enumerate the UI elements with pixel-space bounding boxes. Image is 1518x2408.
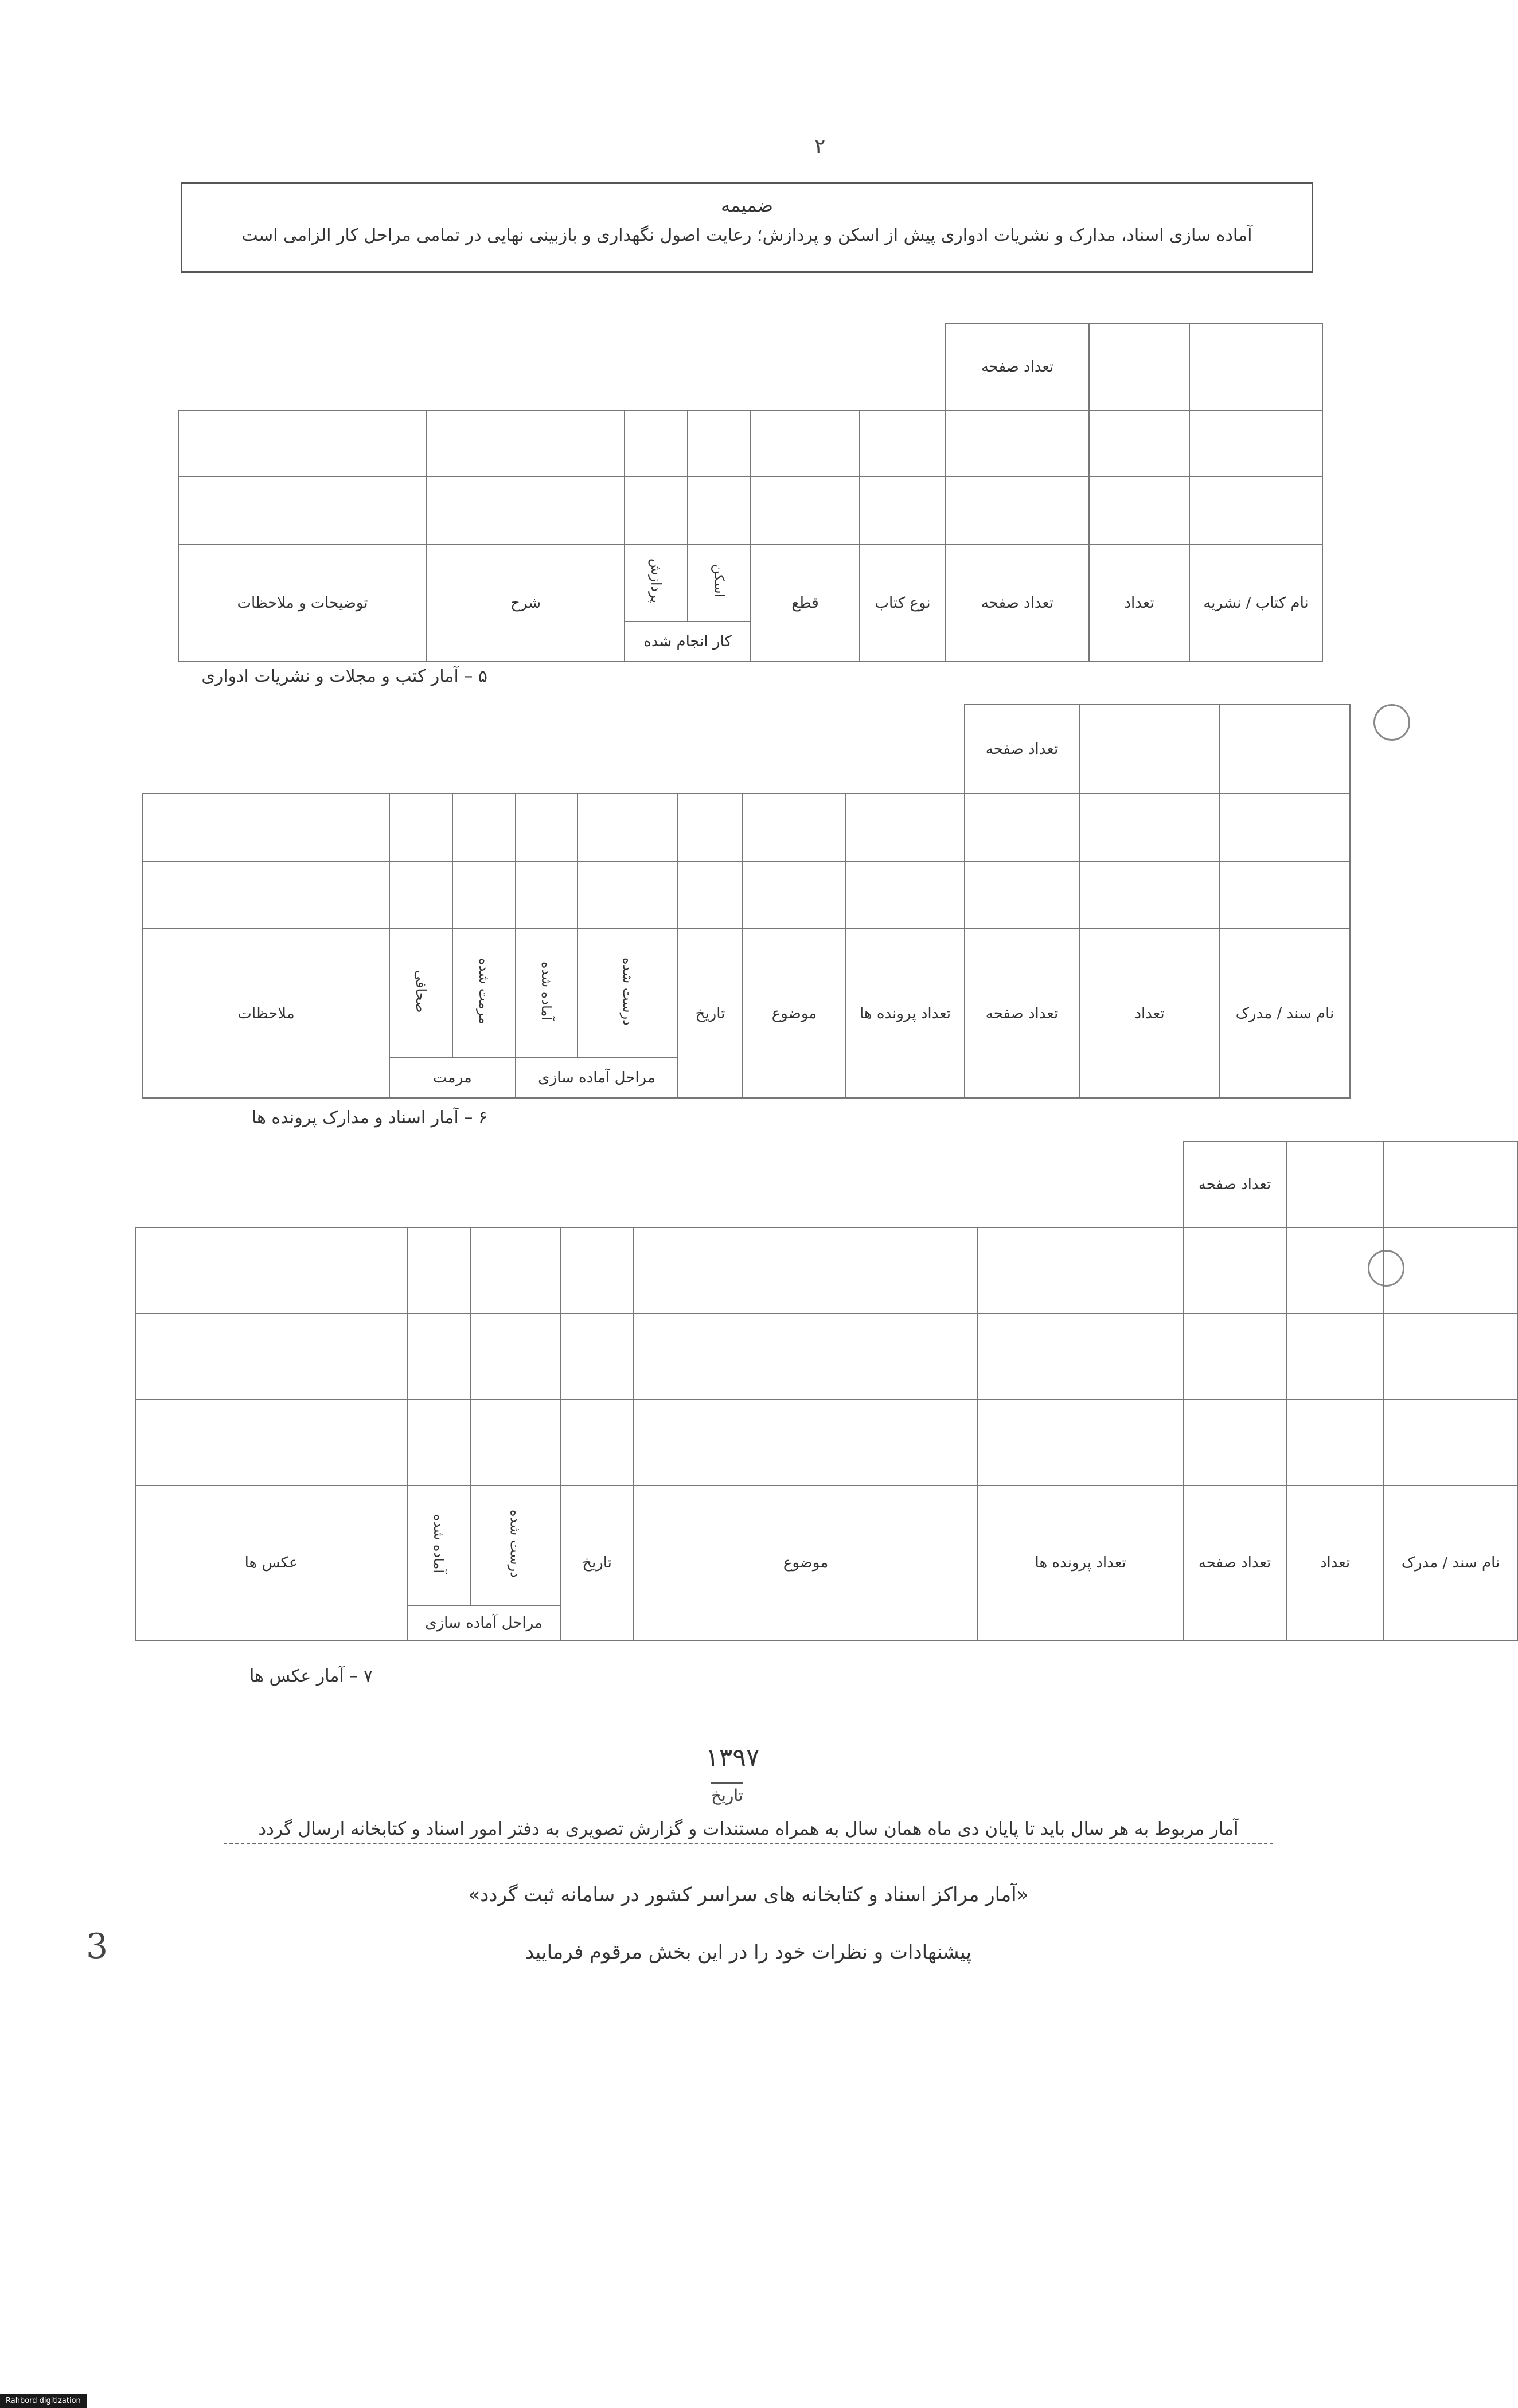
table2-header-restored: مرمت شده: [452, 929, 516, 1058]
table2-cell[interactable]: [143, 793, 389, 861]
table-photos: [135, 1141, 1518, 1641]
footer-year: ۱۳۹۷: [705, 1743, 760, 1772]
table3-cell[interactable]: [470, 1314, 560, 1400]
table3-cell[interactable]: [1183, 1314, 1286, 1400]
table1-cell[interactable]: [1089, 411, 1189, 476]
table2-cell[interactable]: [389, 793, 452, 861]
table3-header-digitized: درست شده: [470, 1486, 560, 1606]
table3-cell: [1384, 1142, 1517, 1228]
table3-header-page-count: تعداد صفحه: [1183, 1486, 1286, 1640]
table1-cell[interactable]: [751, 411, 860, 476]
table3-cell[interactable]: [1286, 1400, 1384, 1486]
table3-header-remarks: عکس ها: [135, 1486, 407, 1640]
table3-cell[interactable]: [560, 1228, 634, 1314]
note-heading: ضمیمه: [721, 194, 773, 216]
footer-year-label: تاریخ: [711, 1782, 743, 1805]
table3-cell[interactable]: [1286, 1228, 1384, 1314]
table2-header-date: تاریخ: [678, 929, 743, 1098]
table3-header-date: تاریخ: [560, 1486, 634, 1640]
table1-header-done-group: کار انجام شده: [625, 621, 751, 662]
table3-cell[interactable]: [560, 1400, 634, 1486]
table1-top-header: تعداد صفحه: [946, 323, 1089, 411]
table2-header-title: نام سند / مدرک: [1220, 929, 1350, 1098]
table2-cell[interactable]: [743, 793, 846, 861]
table1-cell[interactable]: [1189, 476, 1322, 544]
table2-caption: ۶ – آمار اسناد و مدارک پرونده ها: [251, 1108, 487, 1128]
table3-cell[interactable]: [1183, 1228, 1286, 1314]
table3-cell[interactable]: [135, 1228, 407, 1314]
table2-cell[interactable]: [846, 861, 965, 929]
table2-header-subject: موضوع: [743, 929, 846, 1098]
table3-header-status-group: مراحل آماده سازی: [407, 1606, 560, 1640]
table3-caption: ۷ – آمار عکس ها: [249, 1666, 373, 1686]
table2-cell[interactable]: [678, 793, 743, 861]
table2-header-bound: صحافی: [389, 929, 452, 1058]
table3-cell[interactable]: [1183, 1400, 1286, 1486]
note-text: آماده سازی اسناد، مدارک و نشریات ادواری پیش از اسکن و پردازش؛ رعایت اصول نگهداری و بازبینی نهایی در تمامی مراحل کار الزامی است: [241, 225, 1252, 245]
table2-header-remarks: ملاحظات: [143, 929, 389, 1098]
table3-cell[interactable]: [634, 1314, 978, 1400]
table2-cell[interactable]: [143, 861, 389, 929]
table1-cell[interactable]: [625, 476, 688, 544]
table1-header-scanned: اسکن: [688, 544, 751, 621]
table3-cell[interactable]: [407, 1314, 470, 1400]
table3-cell[interactable]: [560, 1314, 634, 1400]
table2-cell[interactable]: [452, 861, 516, 929]
table1-cell[interactable]: [178, 476, 427, 544]
table3-cell[interactable]: [407, 1400, 470, 1486]
table3-top-header: تعداد صفحه: [1183, 1142, 1286, 1228]
table3-header-subject: موضوع: [634, 1486, 978, 1640]
table3-cell[interactable]: [978, 1228, 1183, 1314]
table3-cell[interactable]: [978, 1314, 1183, 1400]
table1-cell: [1189, 323, 1322, 411]
table3-header-title: نام سند / مدرک: [1384, 1486, 1517, 1640]
table1-cell[interactable]: [688, 411, 751, 476]
table2-header-status-group: مراحل آماده سازی: [516, 1058, 678, 1098]
table-books: [178, 323, 1323, 662]
table3-cell[interactable]: [978, 1400, 1183, 1486]
table2-cell[interactable]: [516, 793, 577, 861]
table3-header-quantity: تعداد: [1286, 1486, 1384, 1640]
footer-line-2: «آمار مراکز اسناد و کتابخانه های سراسر کشور در سامانه ثبت گردد»: [468, 1883, 1029, 1906]
table2-cell[interactable]: [1079, 793, 1220, 861]
table2-cell[interactable]: [577, 793, 678, 861]
table1-cell[interactable]: [427, 476, 625, 544]
table3-cell[interactable]: [634, 1400, 978, 1486]
table1-header-page-count: تعداد صفحه: [946, 544, 1089, 662]
table2-cell[interactable]: [743, 861, 846, 929]
table3-header-file-count: تعداد پرونده ها: [978, 1486, 1183, 1640]
table3-cell[interactable]: [634, 1228, 978, 1314]
table2-cell[interactable]: [1079, 861, 1220, 929]
table1-cell[interactable]: [946, 476, 1089, 544]
table3-cell[interactable]: [1384, 1228, 1517, 1314]
table2-cell[interactable]: [965, 793, 1079, 861]
table3-cell[interactable]: [470, 1400, 560, 1486]
table1-cell[interactable]: [688, 476, 751, 544]
scan-stamp: Rahbord digitization: [0, 2394, 87, 2408]
table2-cell[interactable]: [516, 861, 577, 929]
table2-header-ready: آماده شده: [516, 929, 577, 1058]
footer-line-3: پیشنهادات و نظرات خود را در این بخش مرقوم فرمایید: [525, 1941, 971, 1964]
table2-cell[interactable]: [846, 793, 965, 861]
table1-caption: ۵ – آمار کتب و مجلات و نشریات ادواری: [201, 666, 487, 686]
table1-cell[interactable]: [751, 476, 860, 544]
table2-header-page-count: تعداد صفحه: [965, 929, 1079, 1098]
table3-cell: [1286, 1142, 1384, 1228]
table2-header-file-count: تعداد پرونده ها: [846, 929, 965, 1098]
table1-header-quantity: تعداد: [1089, 544, 1189, 662]
table2-cell[interactable]: [678, 861, 743, 929]
table1-cell[interactable]: [1089, 476, 1189, 544]
table3-cell[interactable]: [135, 1400, 407, 1486]
table1-header-description: شرح: [427, 544, 625, 662]
table1-cell[interactable]: [178, 411, 427, 476]
table1-cell[interactable]: [946, 411, 1089, 476]
table1-header-remarks: توضیحات و ملاحظات: [178, 544, 427, 662]
table3-cell[interactable]: [1384, 1314, 1517, 1400]
table3-cell[interactable]: [470, 1228, 560, 1314]
table1-cell[interactable]: [860, 411, 946, 476]
table3-header-ready: آماده شده: [407, 1486, 470, 1606]
table2-top-header: تعداد صفحه: [965, 705, 1079, 793]
margin-mark: 3: [86, 1926, 108, 1967]
table1-cell[interactable]: [427, 411, 625, 476]
table1-header-title: نام کتاب / نشریه: [1189, 544, 1322, 662]
table1-cell: [1089, 323, 1189, 411]
table2-cell: [1220, 705, 1350, 793]
circle-mark: [1373, 704, 1410, 741]
footer-divider: [224, 1843, 1273, 1844]
table2-cell[interactable]: [1220, 793, 1350, 861]
table3-cell[interactable]: [407, 1228, 470, 1314]
table1-cell[interactable]: [860, 476, 946, 544]
footer-line-1: آمار مربوط به هر سال باید تا پایان دی ماه همان سال به همراه مستندات و گزارش تصویری به دفتر امور اسناد و کتابخانه ارسال گردد: [258, 1819, 1239, 1839]
table3-cell[interactable]: [135, 1314, 407, 1400]
table2-cell[interactable]: [965, 861, 1079, 929]
table2-header-quantity: تعداد: [1079, 929, 1220, 1098]
table1-header-format: قطع: [751, 544, 860, 662]
note-box: [181, 182, 1313, 273]
table2-cell: [1079, 705, 1220, 793]
table-documents: [142, 704, 1351, 1099]
table3-cell[interactable]: [1384, 1400, 1517, 1486]
table2-header-digitized: درست شده: [577, 929, 678, 1058]
table1-cell[interactable]: [1189, 411, 1322, 476]
table2-cell[interactable]: [452, 793, 516, 861]
table1-cell[interactable]: [625, 411, 688, 476]
table2-cell[interactable]: [1220, 861, 1350, 929]
table2-header-repair-group: مرمت: [389, 1058, 516, 1098]
table2-cell[interactable]: [577, 861, 678, 929]
page-number: ۲: [814, 135, 826, 158]
table1-header-processed: پردازش: [625, 544, 688, 621]
table1-header-type: نوع کتاب: [860, 544, 946, 662]
table2-cell[interactable]: [389, 861, 452, 929]
table3-cell[interactable]: [1286, 1314, 1384, 1400]
